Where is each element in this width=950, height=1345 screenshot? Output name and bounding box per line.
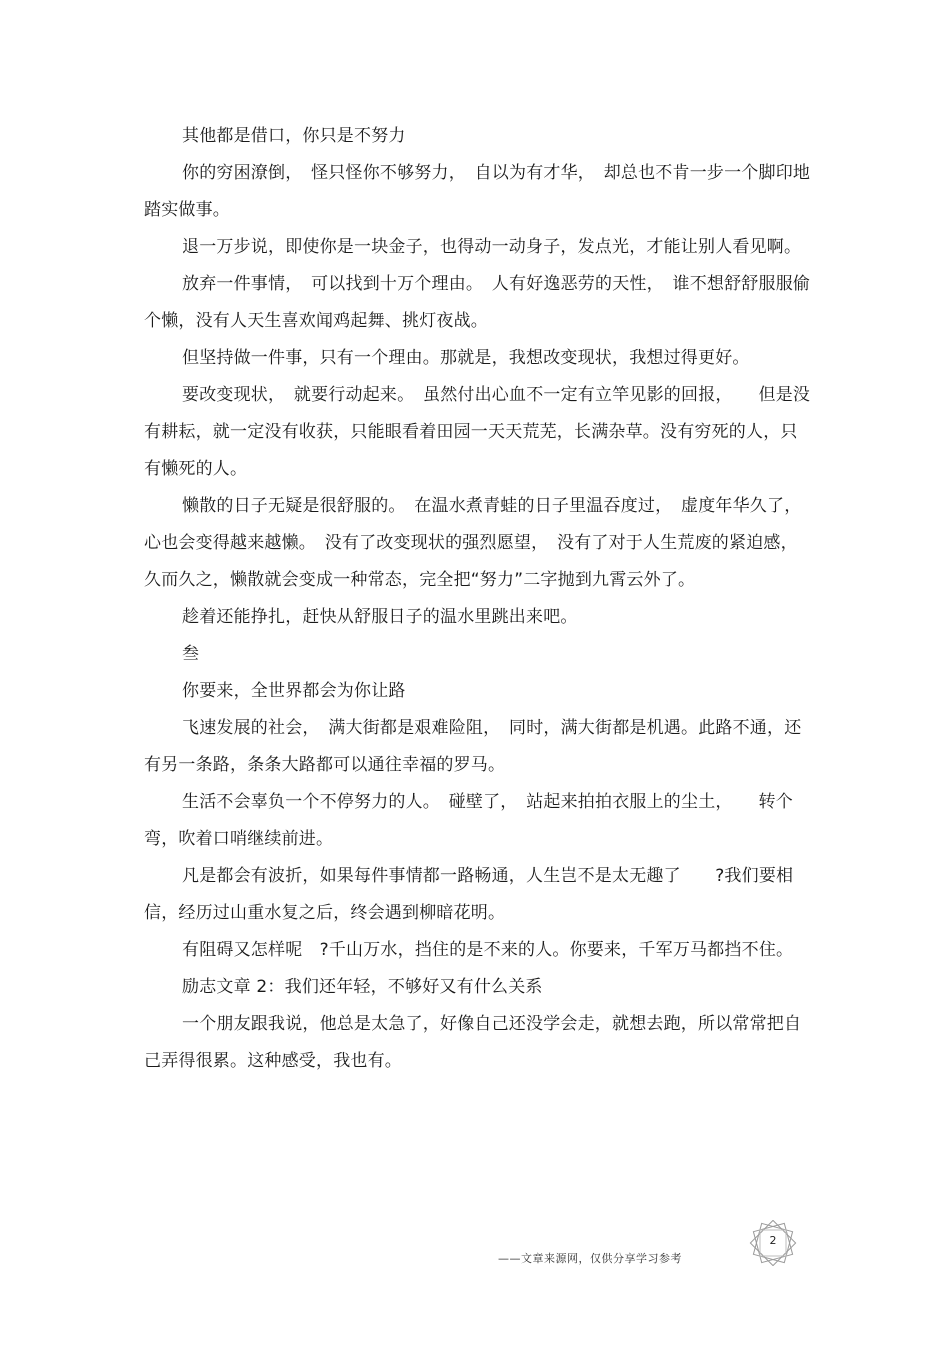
page-number-badge bbox=[748, 1220, 798, 1266]
paragraph: 退一万步说，即使你是一块金子，也得动一动身子，发点光，才能让别人看见啊。 bbox=[182, 237, 802, 257]
source-note: ——文章来源网，仅供分享学习参考 bbox=[498, 1252, 682, 1265]
article-title-2: 励志文章 2：我们还年轻，不够好又有什么关系 bbox=[182, 977, 543, 997]
article-body bbox=[144, 118, 812, 1080]
paragraph: 放弃一件事情， 可以找到十万个理由。 人有好逸恶劳的天性， 谁不想舒舒服服偷个懒，没有人天生喜欢闻鸡起舞、挑灯夜战。 bbox=[144, 274, 811, 331]
paragraph: 但坚持做一件事，只有一个理由。那就是，我想改变现状，我想过得更好。 bbox=[182, 348, 750, 368]
paragraph: 趁着还能挣扎，赶快从舒服日子的温水里跳出来吧。 bbox=[182, 607, 578, 627]
paragraph: 凡是都会有波折，如果每件事情都一路畅通，人生岂不是太无趣了 ?我们要相信，经历过山重水复之后，终会遇到柳暗花明。 bbox=[144, 866, 794, 923]
section-number: 叁 bbox=[182, 644, 200, 664]
paragraph: 你的穷困潦倒， 怪只怪你不够努力， 自以为有才华， 却总也不肯一步一个脚印地踏实做事。 bbox=[144, 163, 811, 220]
section-heading: 你要来，全世界都会为你让路 bbox=[182, 681, 406, 701]
paragraph: 一个朋友跟我说，他总是太急了，好像自己还没学会走，就想去跑，所以常常把自己弄得很累。这种感受，我也有。 bbox=[144, 1014, 802, 1071]
paragraph: 懒散的日子无疑是很舒服的。 在温水煮青蛙的日子里温吞度过， 虚度年华久了，心也会变得越来越懒。 没有了改变现状的强烈愿望， 没有了对于人生荒废的紧迫感，久而久之，懒散就会变成一种常态，完全把“努力”二字抛到九霄云外了。 bbox=[144, 496, 802, 590]
paragraph: 要改变现状， 就要行动起来。 虽然付出心血不一定有立竿见影的回报， 但是没有耕耘，就一定没有收获，只能眼看着田园一天天荒芜，长满杂草。没有穷死的人，只有懒死的人。 bbox=[144, 385, 811, 479]
article-heading-excuses: 其他都是借口，你只是不努力 bbox=[182, 126, 406, 146]
paragraph: 飞速发展的社会， 满大街都是艰难险阻， 同时，满大街都是机遇。此路不通，还有另一条路，条条大路都可以通往幸福的罗马。 bbox=[144, 718, 802, 775]
paragraph: 生活不会辜负一个不停努力的人。 碰壁了， 站起来拍拍衣服上的尘土， 转个弯，吹着口哨继续前进。 bbox=[144, 792, 793, 849]
page-number: 2 bbox=[769, 1234, 777, 1247]
paragraph: 有阻碍又怎样呢 ?千山万水，挡住的是不来的人。你要来，千军万马都挡不住。 bbox=[182, 940, 794, 960]
